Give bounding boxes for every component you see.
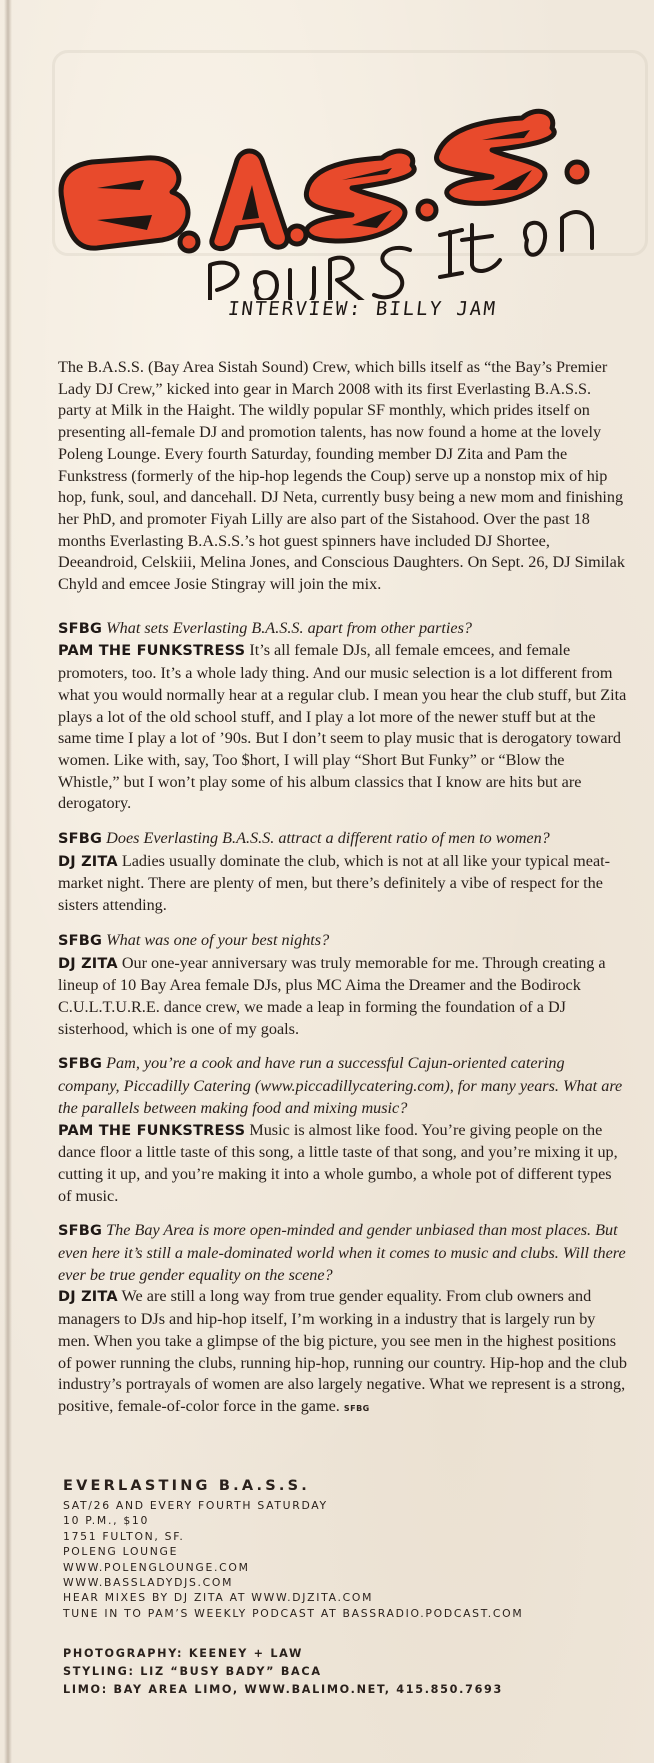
graffiti-title-art xyxy=(52,70,632,300)
interviewer-label: SFBG xyxy=(58,620,103,637)
qa-item-3 xyxy=(58,930,628,1041)
venue-website: WWW.POLENGLOUNGE.COM xyxy=(63,1560,250,1574)
answer-text: Ladies usually dominate the club, which is not at all like your typical meat-market night. There are plenty of men, but there’s definitely a vibe of respect for the sisters attending. xyxy=(58,851,611,915)
question-text: The Bay Area is more open-minded and gender unbiased than most places. But even here it’s still a male-dominated world when it comes to music and clubs. Will there ever be true gender equality on the scene? xyxy=(58,1221,626,1284)
qa-item-4 xyxy=(58,1053,628,1207)
question-text: What was one of your best nights? xyxy=(106,930,330,949)
question-text: Pam, you’re a cook and have run a successful Cajun-oriented catering company, Piccadilly Catering (www.piccadillycatering.com), for many years. What are the parallels between making food and mixing music? xyxy=(58,1054,623,1117)
article-body xyxy=(58,357,628,1433)
qa-item-1 xyxy=(58,618,628,815)
mixes-info: HEAR MIXES BY DJ ZITA AT WWW.DJZITA.COM xyxy=(63,1591,374,1605)
crew-website: WWW.BASSLADYDJS.COM xyxy=(63,1576,234,1590)
speaker-label: DJ ZITA xyxy=(58,955,118,972)
interviewer-label: SFBG xyxy=(58,1223,103,1240)
credit-limo: LIMO: BAY AREA LIMO, WWW.BALIMO.NET, 415.850.7693 xyxy=(63,1682,504,1696)
interviewer-label: SFBG xyxy=(58,1056,103,1073)
interviewer-label: SFBG xyxy=(58,831,103,848)
page-fold-shadow xyxy=(4,0,12,1763)
podcast-info: TUNE IN TO PAM’S WEEKLY PODCAST AT BASSRADIO.PODCAST.COM xyxy=(63,1606,524,1620)
speaker-label: PAM THE FUNKSTRESS xyxy=(58,643,246,660)
event-info-box xyxy=(63,1478,633,1621)
credit-photography: PHOTOGRAPHY: KEENEY + LAW xyxy=(63,1647,304,1660)
qa-item-2 xyxy=(58,828,628,917)
end-tag: SFBG xyxy=(343,1403,370,1413)
event-title: EVERLASTING B.A.S.S. xyxy=(63,1478,310,1494)
answer-text: Our one-year anniversary was truly memorable for me. Through creating a lineup of 10 Bay Area female DJs, plus MC Aima the Dreamer and the Bodirock C.U.L.T.U.R.E. dance crew, we made a leap in forming the foundation of a DJ sisterhood, which is one of my goals. xyxy=(58,953,606,1038)
speaker-label: PAM THE FUNKSTRESS xyxy=(58,1122,246,1139)
event-venue: POLENG LOUNGE xyxy=(63,1545,179,1559)
question-text: What sets Everlasting B.A.S.S. apart from other parties? xyxy=(106,618,473,637)
event-time-price: 10 P.M., $10 xyxy=(63,1514,150,1528)
answer-text: We are still a long way from true gender equality. From club owners and managers to DJs and hip-hop itself, I’m working in a industry that is largely run by men. When you take a glimpse of the big picture, you see men in the highest positions of power running the clubs, running hip-hop, running our country. Hip-hop and the club industry’s portrayals of women are also largely negative. What we represent is a strong, positive, female-of-color force in the game. xyxy=(58,1287,628,1415)
intro-paragraph: The B.A.S.S. (Bay Area Sistah Sound) Crew, which bills itself as “the Bay’s Premier Lady DJ Crew,” kicked into gear in March 2008 with its first Everlasting B.A.S.S. party at Milk in the Haight. The wildly popular SF monthly, which prides itself on presenting all-female DJ and promotion talents, has now found a home at the lovely Poleng Lounge. Every fourth Saturday, founding member DJ Zita and Pam the Funkstress (formerly of the hip-hop legends the Coup) serve up a nonstop mix of hip hop, funk, soul, and dancehall. DJ Neta, currently busy being a new mom and finishing her PhD, and promoter Fiyah Lilly are also part of the Sistahood. Over the past 18 months Everlasting B.A.S.S.’s hot guest spinners have included DJ Shortee, Deeandroid, Celskiii, Melina Jones, and Conscious Daughters. On Sept. 26, DJ Similak Chyld and emcee Josie Stingray will join the mix. xyxy=(58,358,625,594)
answer-text: It’s all female DJs, all female emcees, and female promoters, too. It’s a whole lady thing. And our music selection is a lot different from what you would normally hear at a regular club. I mean you hear the club stuff, but Zita plays a lot of the old school stuff, and I play a lot more of the newer stuff but at the same time I play a lot of ’90s. But I don’t seem to play music that is derogatory toward women. Like with, say, Too $hort, I will play “Short But Funky” or “Blow the Whistle,” but I won’t play some of his album classics that I know are hits but are derogatory. xyxy=(58,641,627,813)
photo-credits xyxy=(63,1645,643,1698)
event-address: 1751 FULTON, SF. xyxy=(63,1529,185,1543)
header-logo xyxy=(52,70,632,330)
qa-item-5 xyxy=(58,1220,628,1419)
interviewer-label: SFBG xyxy=(58,932,103,949)
answer-text: Music is almost like food. You’re giving people on the dance floor a little taste of this song, a little taste of that song, and you’re mixing it up, cutting it up, and you’re making it into a whole gumbo, a whole pot of different types of music. xyxy=(58,1120,618,1205)
speaker-label: DJ ZITA xyxy=(58,853,118,870)
credit-styling: STYLING: LIZ “BUSY BADY” BACA xyxy=(63,1664,322,1678)
event-date: SAT/26 AND EVERY FOURTH SATURDAY xyxy=(63,1499,328,1512)
byline: INTERVIEW: BILLY JAM xyxy=(226,298,498,320)
speaker-label: DJ ZITA xyxy=(58,1289,118,1306)
question-text: Does Everlasting B.A.S.S. attract a different ratio of men to women? xyxy=(106,829,550,848)
